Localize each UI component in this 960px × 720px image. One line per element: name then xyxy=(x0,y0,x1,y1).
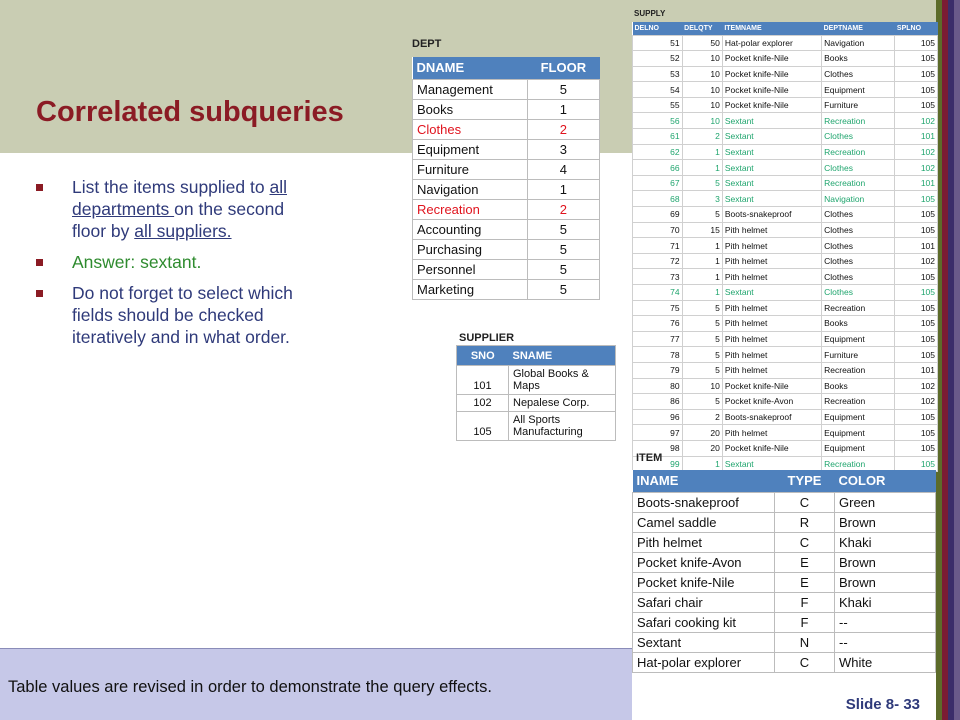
supply-delno-cell: 69 xyxy=(633,207,683,223)
supply-splno-cell: 105 xyxy=(895,269,938,285)
supply-splno-cell: 105 xyxy=(895,285,938,301)
dept-name-cell: Equipment xyxy=(413,139,528,159)
supply-itemname-cell: Pith helmet xyxy=(722,269,821,285)
supply-delqty-cell: 10 xyxy=(682,82,722,98)
item-color-cell: Green xyxy=(835,492,936,512)
supply-itemname-cell: Sextant xyxy=(722,160,821,176)
supply-delqty-cell: 20 xyxy=(682,440,722,456)
supply-itemname-cell: Pith helmet xyxy=(722,300,821,316)
column-header: INAME xyxy=(633,470,775,492)
supply-table xyxy=(632,22,938,472)
column-header: DNAME xyxy=(413,57,528,79)
item-table-header xyxy=(633,470,936,492)
supply-delqty-cell: 5 xyxy=(682,331,722,347)
supply-splno-cell: 101 xyxy=(895,362,938,378)
item-name-cell: Safari cooking kit xyxy=(633,612,775,632)
slide-title: Correlated subqueries xyxy=(36,96,344,128)
bullet-text: List the items supplied to xyxy=(72,177,270,197)
item-table-caption: ITEM xyxy=(636,452,663,464)
item-name-cell: Camel saddle xyxy=(633,512,775,532)
column-header: SNO xyxy=(457,346,509,366)
item-table-body xyxy=(633,492,936,672)
supply-delno-cell: 96 xyxy=(633,409,683,425)
supply-delqty-cell: 15 xyxy=(682,222,722,238)
table-row xyxy=(633,331,938,347)
item-name-cell: Hat-polar explorer xyxy=(633,652,775,672)
table-row xyxy=(633,191,938,207)
supply-deptname-cell: Recreation xyxy=(822,394,895,410)
supply-itemname-cell: Sextant xyxy=(722,285,821,301)
supply-deptname-cell: Recreation xyxy=(822,175,895,191)
bullet-text: Answer: sextant. xyxy=(72,252,202,272)
supply-delqty-cell: 10 xyxy=(682,97,722,113)
item-name-cell: Boots-snakeproof xyxy=(633,492,775,512)
item-type-cell: C xyxy=(775,532,835,552)
supply-delno-cell: 51 xyxy=(633,35,683,51)
supply-delqty-cell: 1 xyxy=(682,285,722,301)
supply-table-header xyxy=(633,22,938,35)
bullet-square-icon xyxy=(36,259,43,266)
supply-delqty-cell: 5 xyxy=(682,207,722,223)
supply-splno-cell: 105 xyxy=(895,222,938,238)
supply-delno-cell: 66 xyxy=(633,160,683,176)
supply-splno-cell: 101 xyxy=(895,238,938,254)
supply-itemname-cell: Pocket knife-Nile xyxy=(722,82,821,98)
supplier-table xyxy=(456,345,616,441)
supply-delqty-cell: 10 xyxy=(682,66,722,82)
supply-splno-cell: 102 xyxy=(895,378,938,394)
supply-deptname-cell: Clothes xyxy=(822,66,895,82)
table-row xyxy=(413,99,600,119)
supply-deptname-cell: Equipment xyxy=(822,409,895,425)
bullet-list xyxy=(36,176,298,357)
supply-splno-cell: 105 xyxy=(895,35,938,51)
supply-delno-cell: 67 xyxy=(633,175,683,191)
supply-table-caption: SUPPLY xyxy=(634,9,666,18)
table-row xyxy=(413,219,600,239)
supplier-sno-cell: 105 xyxy=(457,412,509,441)
supply-delno-cell: 61 xyxy=(633,129,683,145)
supply-delqty-cell: 1 xyxy=(682,238,722,254)
supply-itemname-cell: Pith helmet xyxy=(722,238,821,254)
supply-itemname-cell: Sextant xyxy=(722,456,821,472)
supply-splno-cell: 105 xyxy=(895,409,938,425)
column-header: DELQTY xyxy=(682,22,722,35)
column-header: FLOOR xyxy=(527,57,599,79)
supply-itemname-cell: Pocket knife-Nile xyxy=(722,51,821,67)
supply-delno-cell: 97 xyxy=(633,425,683,441)
supply-deptname-cell: Clothes xyxy=(822,253,895,269)
supply-deptname-cell: Clothes xyxy=(822,222,895,238)
supply-splno-cell: 105 xyxy=(895,207,938,223)
supply-delno-cell: 54 xyxy=(633,82,683,98)
supply-deptname-cell: Recreation xyxy=(822,300,895,316)
table-row xyxy=(633,66,938,82)
table-row xyxy=(633,612,936,632)
item-type-cell: E xyxy=(775,552,835,572)
supply-delqty-cell: 50 xyxy=(682,35,722,51)
table-row xyxy=(633,362,938,378)
bullet-text: on the second floor by xyxy=(72,199,285,241)
table-row xyxy=(633,35,938,51)
supply-itemname-cell: Sextant xyxy=(722,144,821,160)
item-color-cell: Khaki xyxy=(835,532,936,552)
table-row xyxy=(633,82,938,98)
item-color-cell: Brown xyxy=(835,552,936,572)
item-type-cell: C xyxy=(775,492,835,512)
item-color-cell: -- xyxy=(835,632,936,652)
table-row xyxy=(457,366,616,395)
supply-delno-cell: 76 xyxy=(633,316,683,332)
table-row xyxy=(633,316,938,332)
item-type-cell: N xyxy=(775,632,835,652)
supply-delno-cell: 73 xyxy=(633,269,683,285)
supply-deptname-cell: Books xyxy=(822,316,895,332)
bullet-item xyxy=(36,176,298,242)
supply-itemname-cell: Sextant xyxy=(722,113,821,129)
dept-name-cell: Personnel xyxy=(413,259,528,279)
supply-itemname-cell: Sextant xyxy=(722,191,821,207)
supply-deptname-cell: Recreation xyxy=(822,144,895,160)
dept-floor-cell: 1 xyxy=(527,99,599,119)
supply-deptname-cell: Recreation xyxy=(822,456,895,472)
bullet-text: Do not forget to select which fields should be checked iteratively and in what order. xyxy=(72,283,293,347)
table-row xyxy=(633,253,938,269)
supply-itemname-cell: Pith helmet xyxy=(722,331,821,347)
supply-delno-cell: 77 xyxy=(633,331,683,347)
table-row xyxy=(457,412,616,441)
table-row xyxy=(633,222,938,238)
supplier-table-header xyxy=(457,346,616,366)
supply-delqty-cell: 1 xyxy=(682,456,722,472)
bullet-underlined-text: all departments xyxy=(72,177,287,219)
dept-floor-cell: 5 xyxy=(527,79,599,99)
dept-table xyxy=(412,57,600,300)
supply-delqty-cell: 10 xyxy=(682,113,722,129)
supply-delqty-cell: 2 xyxy=(682,129,722,145)
table-row xyxy=(633,285,938,301)
dept-floor-cell: 5 xyxy=(527,279,599,299)
supply-delno-cell: 79 xyxy=(633,362,683,378)
table-row xyxy=(633,347,938,363)
dept-name-cell: Accounting xyxy=(413,219,528,239)
supply-itemname-cell: Boots-snakeproof xyxy=(722,409,821,425)
supply-deptname-cell: Equipment xyxy=(822,82,895,98)
supply-splno-cell: 105 xyxy=(895,440,938,456)
supply-itemname-cell: Boots-snakeproof xyxy=(722,207,821,223)
supply-deptname-cell: Equipment xyxy=(822,440,895,456)
item-color-cell: Brown xyxy=(835,512,936,532)
supply-itemname-cell: Pocket knife-Avon xyxy=(722,394,821,410)
supply-delno-cell: 78 xyxy=(633,347,683,363)
bullet-item-answer xyxy=(36,251,298,273)
dept-name-cell: Furniture xyxy=(413,159,528,179)
table-row xyxy=(413,179,600,199)
item-name-cell: Sextant xyxy=(633,632,775,652)
dept-floor-cell: 1 xyxy=(527,179,599,199)
supply-itemname-cell: Pocket knife-Nile xyxy=(722,378,821,394)
table-row xyxy=(633,144,938,160)
table-row xyxy=(633,425,938,441)
supply-itemname-cell: Pith helmet xyxy=(722,362,821,378)
supply-delno-cell: 53 xyxy=(633,66,683,82)
table-row xyxy=(633,175,938,191)
item-color-cell: White xyxy=(835,652,936,672)
supplier-table-caption: SUPPLIER xyxy=(459,332,515,344)
supplier-name-cell: Nepalese Corp. xyxy=(509,395,616,412)
table-row xyxy=(413,259,600,279)
supply-delno-cell: 99 xyxy=(633,456,683,472)
supply-deptname-cell: Clothes xyxy=(822,160,895,176)
dept-name-cell: Clothes xyxy=(413,119,528,139)
supply-splno-cell: 105 xyxy=(895,316,938,332)
supply-splno-cell: 105 xyxy=(895,347,938,363)
supply-deptname-cell: Furniture xyxy=(822,97,895,113)
supplier-name-cell: All Sports Manufacturing xyxy=(509,412,616,441)
dept-floor-cell: 5 xyxy=(527,259,599,279)
supply-splno-cell: 105 xyxy=(895,66,938,82)
dept-name-cell: Management xyxy=(413,79,528,99)
supply-delno-cell: 98 xyxy=(633,440,683,456)
supply-deptname-cell: Equipment xyxy=(822,425,895,441)
item-name-cell: Pocket knife-Avon xyxy=(633,552,775,572)
table-row xyxy=(633,532,936,552)
table-row xyxy=(633,492,936,512)
dept-floor-cell: 4 xyxy=(527,159,599,179)
supply-delno-cell: 75 xyxy=(633,300,683,316)
supply-splno-cell: 105 xyxy=(895,425,938,441)
supplier-table-body xyxy=(457,366,616,441)
supply-delno-cell: 71 xyxy=(633,238,683,254)
table-row xyxy=(633,512,936,532)
dept-floor-cell: 2 xyxy=(527,119,599,139)
supply-splno-cell: 102 xyxy=(895,394,938,410)
supply-deptname-cell: Clothes xyxy=(822,238,895,254)
bullet-item xyxy=(36,282,298,348)
item-name-cell: Safari chair xyxy=(633,592,775,612)
supply-delqty-cell: 5 xyxy=(682,316,722,332)
item-type-cell: C xyxy=(775,652,835,672)
supply-deptname-cell: Navigation xyxy=(822,35,895,51)
supply-splno-cell: 102 xyxy=(895,113,938,129)
table-row xyxy=(413,79,600,99)
supply-itemname-cell: Pocket knife-Nile xyxy=(722,440,821,456)
table-row xyxy=(633,300,938,316)
supply-deptname-cell: Navigation xyxy=(822,191,895,207)
supply-splno-cell: 105 xyxy=(895,97,938,113)
supply-delqty-cell: 1 xyxy=(682,144,722,160)
supply-delno-cell: 74 xyxy=(633,285,683,301)
table-row xyxy=(413,139,600,159)
table-row xyxy=(413,199,600,219)
supply-splno-cell: 105 xyxy=(895,331,938,347)
dept-floor-cell: 5 xyxy=(527,219,599,239)
table-row xyxy=(633,113,938,129)
supply-splno-cell: 105 xyxy=(895,191,938,207)
table-row xyxy=(413,119,600,139)
table-row xyxy=(633,51,938,67)
table-row xyxy=(633,632,936,652)
supply-table-body xyxy=(633,35,938,472)
table-row xyxy=(457,395,616,412)
table-row xyxy=(633,572,936,592)
dept-floor-cell: 3 xyxy=(527,139,599,159)
item-name-cell: Pocket knife-Nile xyxy=(633,572,775,592)
column-header: DEPTNAME xyxy=(822,22,895,35)
dept-floor-cell: 5 xyxy=(527,239,599,259)
supply-delno-cell: 68 xyxy=(633,191,683,207)
supply-delno-cell: 70 xyxy=(633,222,683,238)
supply-splno-cell: 105 xyxy=(895,300,938,316)
supplier-sno-cell: 102 xyxy=(457,395,509,412)
supply-itemname-cell: Pith helmet xyxy=(722,253,821,269)
table-row xyxy=(633,97,938,113)
table-row xyxy=(633,160,938,176)
supply-deptname-cell: Clothes xyxy=(822,269,895,285)
supply-delno-cell: 62 xyxy=(633,144,683,160)
item-type-cell: F xyxy=(775,612,835,632)
supply-itemname-cell: Pith helmet xyxy=(722,316,821,332)
supply-delqty-cell: 10 xyxy=(682,378,722,394)
item-type-cell: F xyxy=(775,592,835,612)
table-row xyxy=(633,440,938,456)
supply-itemname-cell: Pocket knife-Nile xyxy=(722,97,821,113)
table-row xyxy=(633,409,938,425)
decorative-side-strips xyxy=(936,0,960,720)
column-header: SPLNO xyxy=(895,22,938,35)
table-row xyxy=(633,652,936,672)
item-name-cell: Pith helmet xyxy=(633,532,775,552)
supply-itemname-cell: Sextant xyxy=(722,129,821,145)
table-row xyxy=(413,159,600,179)
bullet-underlined-text: all suppliers. xyxy=(134,221,232,241)
supply-delqty-cell: 2 xyxy=(682,409,722,425)
dept-table-caption: DEPT xyxy=(412,38,442,50)
supply-delqty-cell: 10 xyxy=(682,51,722,67)
item-table xyxy=(632,470,936,673)
supply-itemname-cell: Pith helmet xyxy=(722,347,821,363)
supply-splno-cell: 102 xyxy=(895,253,938,269)
table-row xyxy=(633,269,938,285)
supply-delqty-cell: 5 xyxy=(682,175,722,191)
table-row xyxy=(633,129,938,145)
supply-delqty-cell: 1 xyxy=(682,253,722,269)
supply-deptname-cell: Clothes xyxy=(822,207,895,223)
supply-splno-cell: 105 xyxy=(895,456,938,472)
supply-splno-cell: 101 xyxy=(895,129,938,145)
column-header: DELNO xyxy=(633,22,683,35)
bullet-square-icon xyxy=(36,290,43,297)
dept-name-cell: Navigation xyxy=(413,179,528,199)
supply-deptname-cell: Recreation xyxy=(822,113,895,129)
supply-splno-cell: 102 xyxy=(895,144,938,160)
supply-deptname-cell: Books xyxy=(822,51,895,67)
supply-delno-cell: 72 xyxy=(633,253,683,269)
column-header: COLOR xyxy=(835,470,936,492)
supply-deptname-cell: Recreation xyxy=(822,362,895,378)
supply-delqty-cell: 1 xyxy=(682,269,722,285)
table-row xyxy=(633,238,938,254)
item-type-cell: E xyxy=(775,572,835,592)
table-row xyxy=(633,592,936,612)
table-row xyxy=(633,552,936,572)
table-row xyxy=(633,394,938,410)
item-color-cell: Brown xyxy=(835,572,936,592)
supplier-sno-cell: 101 xyxy=(457,366,509,395)
table-row xyxy=(413,239,600,259)
supply-splno-cell: 105 xyxy=(895,82,938,98)
supply-delqty-cell: 1 xyxy=(682,160,722,176)
supply-delqty-cell: 5 xyxy=(682,362,722,378)
dept-name-cell: Marketing xyxy=(413,279,528,299)
bullet-square-icon xyxy=(36,184,43,191)
supply-delqty-cell: 20 xyxy=(682,425,722,441)
supply-delqty-cell: 5 xyxy=(682,394,722,410)
supply-delno-cell: 52 xyxy=(633,51,683,67)
dept-floor-cell: 2 xyxy=(527,199,599,219)
supply-splno-cell: 102 xyxy=(895,160,938,176)
supply-delqty-cell: 3 xyxy=(682,191,722,207)
column-header: ITEMNAME xyxy=(722,22,821,35)
supply-delqty-cell: 5 xyxy=(682,347,722,363)
side-strip xyxy=(954,0,960,720)
supply-itemname-cell: Hat-polar explorer xyxy=(722,35,821,51)
supply-delno-cell: 80 xyxy=(633,378,683,394)
revision-note: Table values are revised in order to demonstrate the query effects. xyxy=(8,678,492,696)
item-color-cell: -- xyxy=(835,612,936,632)
supply-itemname-cell: Pocket knife-Nile xyxy=(722,66,821,82)
supply-deptname-cell: Clothes xyxy=(822,129,895,145)
supply-itemname-cell: Sextant xyxy=(722,175,821,191)
supply-itemname-cell: Pith helmet xyxy=(722,425,821,441)
item-color-cell: Khaki xyxy=(835,592,936,612)
supply-splno-cell: 101 xyxy=(895,175,938,191)
supplier-name-cell: Global Books & Maps xyxy=(509,366,616,395)
dept-table-header xyxy=(413,57,600,79)
item-type-cell: R xyxy=(775,512,835,532)
supply-deptname-cell: Books xyxy=(822,378,895,394)
column-header: TYPE xyxy=(775,470,835,492)
column-header: SNAME xyxy=(509,346,616,366)
table-row xyxy=(413,279,600,299)
supply-splno-cell: 105 xyxy=(895,51,938,67)
supply-delno-cell: 55 xyxy=(633,97,683,113)
supply-delqty-cell: 5 xyxy=(682,300,722,316)
dept-table-body xyxy=(413,79,600,299)
supply-deptname-cell: Equipment xyxy=(822,331,895,347)
dept-name-cell: Purchasing xyxy=(413,239,528,259)
supply-delno-cell: 56 xyxy=(633,113,683,129)
table-row xyxy=(633,207,938,223)
dept-name-cell: Recreation xyxy=(413,199,528,219)
supply-itemname-cell: Pith helmet xyxy=(722,222,821,238)
table-row xyxy=(633,378,938,394)
dept-name-cell: Books xyxy=(413,99,528,119)
supply-delno-cell: 86 xyxy=(633,394,683,410)
slide-number: Slide 8- 33 xyxy=(845,696,920,713)
supply-deptname-cell: Furniture xyxy=(822,347,895,363)
supply-deptname-cell: Clothes xyxy=(822,285,895,301)
